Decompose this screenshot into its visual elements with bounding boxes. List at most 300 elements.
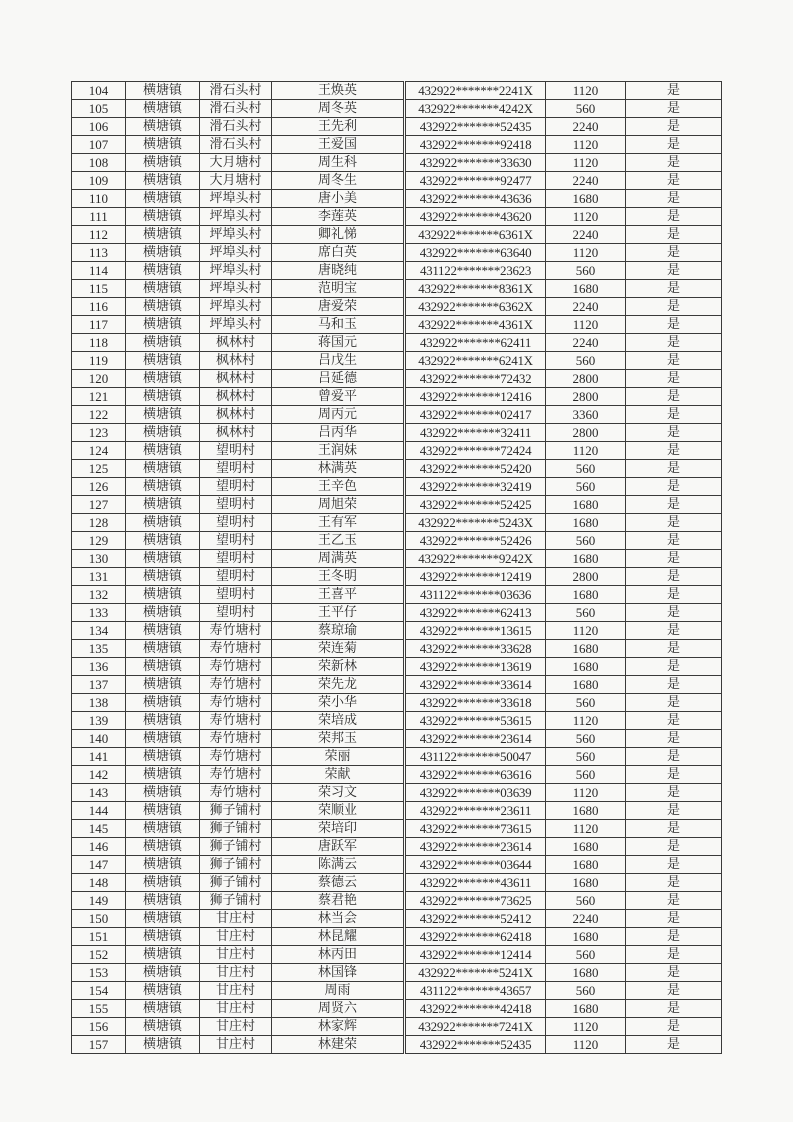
amount-cell: 1120	[546, 1036, 626, 1054]
table-row	[72, 100, 722, 118]
name-cell: 林家辉	[272, 1018, 405, 1036]
town-cell: 横塘镇	[126, 280, 200, 298]
name-cell: 蔡君艳	[272, 892, 405, 910]
village-cell: 寿竹塘村	[200, 784, 272, 802]
name-cell: 周生科	[272, 154, 405, 172]
id-number-cell: 432922*******23614	[405, 838, 546, 856]
row-number-cell: 149	[72, 892, 126, 910]
status-cell: 是	[626, 532, 722, 550]
id-number-cell: 432922*******6362X	[405, 298, 546, 316]
amount-cell: 560	[546, 100, 626, 118]
amount-cell: 560	[546, 946, 626, 964]
status-cell: 是	[626, 694, 722, 712]
town-cell: 横塘镇	[126, 802, 200, 820]
row-number-cell: 153	[72, 964, 126, 982]
amount-cell: 560	[546, 460, 626, 478]
town-cell: 横塘镇	[126, 892, 200, 910]
status-cell: 是	[626, 1018, 722, 1036]
row-number-cell: 110	[72, 190, 126, 208]
status-cell: 是	[626, 460, 722, 478]
status-cell: 是	[626, 424, 722, 442]
table-row	[72, 712, 722, 730]
village-cell: 望明村	[200, 532, 272, 550]
town-cell: 横塘镇	[126, 730, 200, 748]
table-row	[72, 1036, 722, 1054]
table-row	[72, 442, 722, 460]
row-number-cell: 148	[72, 874, 126, 892]
row-number-cell: 123	[72, 424, 126, 442]
id-number-cell: 432922*******62411	[405, 334, 546, 352]
table-row	[72, 568, 722, 586]
table-row	[72, 118, 722, 136]
id-number-cell: 432922*******33618	[405, 694, 546, 712]
amount-cell: 1680	[546, 496, 626, 514]
row-number-cell: 155	[72, 1000, 126, 1018]
town-cell: 横塘镇	[126, 118, 200, 136]
village-cell: 望明村	[200, 442, 272, 460]
table-row	[72, 226, 722, 244]
amount-cell: 1680	[546, 676, 626, 694]
name-cell: 林丙田	[272, 946, 405, 964]
amount-cell: 2800	[546, 424, 626, 442]
village-cell: 甘庄村	[200, 928, 272, 946]
town-cell: 横塘镇	[126, 406, 200, 424]
status-cell: 是	[626, 910, 722, 928]
town-cell: 横塘镇	[126, 100, 200, 118]
village-cell: 枫林村	[200, 352, 272, 370]
row-number-cell: 107	[72, 136, 126, 154]
row-number-cell: 142	[72, 766, 126, 784]
amount-cell: 1120	[546, 1018, 626, 1036]
id-number-cell: 432922*******5241X	[405, 964, 546, 982]
table-row	[72, 478, 722, 496]
id-number-cell: 432922*******52412	[405, 910, 546, 928]
row-number-cell: 137	[72, 676, 126, 694]
town-cell: 横塘镇	[126, 370, 200, 388]
status-cell: 是	[626, 622, 722, 640]
row-number-cell: 118	[72, 334, 126, 352]
row-number-cell: 130	[72, 550, 126, 568]
town-cell: 横塘镇	[126, 640, 200, 658]
table-row	[72, 622, 722, 640]
town-cell: 横塘镇	[126, 676, 200, 694]
name-cell: 荣献	[272, 766, 405, 784]
name-cell: 荣连菊	[272, 640, 405, 658]
table-row	[72, 190, 722, 208]
amount-cell: 2800	[546, 370, 626, 388]
name-cell: 荣小华	[272, 694, 405, 712]
amount-cell: 2240	[546, 118, 626, 136]
village-cell: 寿竹塘村	[200, 694, 272, 712]
table-row	[72, 748, 722, 766]
amount-cell: 1120	[546, 208, 626, 226]
name-cell: 林昆耀	[272, 928, 405, 946]
id-number-cell: 432922*******73615	[405, 820, 546, 838]
amount-cell: 560	[546, 892, 626, 910]
row-number-cell: 135	[72, 640, 126, 658]
village-cell: 甘庄村	[200, 982, 272, 1000]
row-number-cell: 152	[72, 946, 126, 964]
status-cell: 是	[626, 136, 722, 154]
amount-cell: 1120	[546, 136, 626, 154]
table-row	[72, 496, 722, 514]
amount-cell: 3360	[546, 406, 626, 424]
table-row	[72, 82, 722, 100]
name-cell: 荣邦玉	[272, 730, 405, 748]
status-cell: 是	[626, 1036, 722, 1054]
status-cell: 是	[626, 982, 722, 1000]
row-number-cell: 141	[72, 748, 126, 766]
table-row	[72, 424, 722, 442]
town-cell: 横塘镇	[126, 226, 200, 244]
table-row	[72, 604, 722, 622]
row-number-cell: 139	[72, 712, 126, 730]
town-cell: 横塘镇	[126, 622, 200, 640]
amount-cell: 560	[546, 604, 626, 622]
name-cell: 唐小美	[272, 190, 405, 208]
village-cell: 滑石头村	[200, 118, 272, 136]
name-cell: 吕戊生	[272, 352, 405, 370]
name-cell: 王爱国	[272, 136, 405, 154]
name-cell: 王润妹	[272, 442, 405, 460]
amount-cell: 1120	[546, 442, 626, 460]
id-number-cell: 432922*******6241X	[405, 352, 546, 370]
village-cell: 狮子铺村	[200, 874, 272, 892]
town-cell: 横塘镇	[126, 874, 200, 892]
amount-cell: 1680	[546, 928, 626, 946]
amount-cell: 560	[546, 748, 626, 766]
village-cell: 望明村	[200, 514, 272, 532]
amount-cell: 1120	[546, 82, 626, 100]
row-number-cell: 156	[72, 1018, 126, 1036]
row-number-cell: 113	[72, 244, 126, 262]
village-cell: 狮子铺村	[200, 802, 272, 820]
row-number-cell: 122	[72, 406, 126, 424]
table-row	[72, 892, 722, 910]
row-number-cell: 115	[72, 280, 126, 298]
town-cell: 横塘镇	[126, 262, 200, 280]
town-cell: 横塘镇	[126, 424, 200, 442]
table-row	[72, 406, 722, 424]
village-cell: 望明村	[200, 550, 272, 568]
status-cell: 是	[626, 892, 722, 910]
status-cell: 是	[626, 208, 722, 226]
id-number-cell: 432922*******02417	[405, 406, 546, 424]
table-row	[72, 388, 722, 406]
table-row	[72, 244, 722, 262]
status-cell: 是	[626, 658, 722, 676]
row-number-cell: 128	[72, 514, 126, 532]
village-cell: 坪埠头村	[200, 316, 272, 334]
town-cell: 横塘镇	[126, 568, 200, 586]
town-cell: 横塘镇	[126, 154, 200, 172]
village-cell: 大月塘村	[200, 154, 272, 172]
status-cell: 是	[626, 388, 722, 406]
name-cell: 席白英	[272, 244, 405, 262]
table-row	[72, 694, 722, 712]
name-cell: 蔡琼瑜	[272, 622, 405, 640]
row-number-cell: 111	[72, 208, 126, 226]
village-cell: 甘庄村	[200, 1000, 272, 1018]
status-cell: 是	[626, 712, 722, 730]
town-cell: 横塘镇	[126, 982, 200, 1000]
row-number-cell: 116	[72, 298, 126, 316]
id-number-cell: 432922*******5243X	[405, 514, 546, 532]
id-number-cell: 432922*******53615	[405, 712, 546, 730]
status-cell: 是	[626, 514, 722, 532]
status-cell: 是	[626, 190, 722, 208]
amount-cell: 560	[546, 262, 626, 280]
village-cell: 寿竹塘村	[200, 640, 272, 658]
id-number-cell: 432922*******13615	[405, 622, 546, 640]
name-cell: 林满英	[272, 460, 405, 478]
status-cell: 是	[626, 784, 722, 802]
row-number-cell: 106	[72, 118, 126, 136]
status-cell: 是	[626, 748, 722, 766]
id-number-cell: 432922*******43620	[405, 208, 546, 226]
id-number-cell: 432922*******23611	[405, 802, 546, 820]
id-number-cell: 432922*******52435	[405, 118, 546, 136]
status-cell: 是	[626, 370, 722, 388]
row-number-cell: 108	[72, 154, 126, 172]
amount-cell: 560	[546, 730, 626, 748]
table-row	[72, 982, 722, 1000]
name-cell: 蒋国元	[272, 334, 405, 352]
name-cell: 曾爱平	[272, 388, 405, 406]
row-number-cell: 127	[72, 496, 126, 514]
town-cell: 横塘镇	[126, 910, 200, 928]
table-row	[72, 298, 722, 316]
table-row	[72, 262, 722, 280]
amount-cell: 1120	[546, 820, 626, 838]
table-row	[72, 460, 722, 478]
row-number-cell: 132	[72, 586, 126, 604]
id-number-cell: 432922*******63640	[405, 244, 546, 262]
town-cell: 横塘镇	[126, 712, 200, 730]
amount-cell: 1680	[546, 514, 626, 532]
name-cell: 唐晓纯	[272, 262, 405, 280]
village-cell: 狮子铺村	[200, 820, 272, 838]
status-cell: 是	[626, 280, 722, 298]
status-cell: 是	[626, 928, 722, 946]
status-cell: 是	[626, 478, 722, 496]
id-number-cell: 432922*******6361X	[405, 226, 546, 244]
table-row	[72, 730, 722, 748]
name-cell: 吕丙华	[272, 424, 405, 442]
table-row	[72, 586, 722, 604]
amount-cell: 1120	[546, 154, 626, 172]
id-number-cell: 432922*******03639	[405, 784, 546, 802]
status-cell: 是	[626, 766, 722, 784]
amount-cell: 1120	[546, 712, 626, 730]
table-row	[72, 334, 722, 352]
id-number-cell: 432922*******2241X	[405, 82, 546, 100]
table-row	[72, 964, 722, 982]
name-cell: 林当会	[272, 910, 405, 928]
town-cell: 横塘镇	[126, 532, 200, 550]
name-cell: 周冬生	[272, 172, 405, 190]
name-cell: 李莲英	[272, 208, 405, 226]
status-cell: 是	[626, 604, 722, 622]
row-number-cell: 134	[72, 622, 126, 640]
row-number-cell: 117	[72, 316, 126, 334]
id-number-cell: 432922*******72424	[405, 442, 546, 460]
row-number-cell: 125	[72, 460, 126, 478]
status-cell: 是	[626, 1000, 722, 1018]
name-cell: 荣顺业	[272, 802, 405, 820]
id-number-cell: 432922*******52426	[405, 532, 546, 550]
name-cell: 陈满云	[272, 856, 405, 874]
town-cell: 横塘镇	[126, 190, 200, 208]
town-cell: 横塘镇	[126, 82, 200, 100]
village-cell: 枫林村	[200, 334, 272, 352]
status-cell: 是	[626, 172, 722, 190]
village-cell: 望明村	[200, 460, 272, 478]
town-cell: 横塘镇	[126, 1000, 200, 1018]
village-cell: 坪埠头村	[200, 262, 272, 280]
status-cell: 是	[626, 640, 722, 658]
town-cell: 横塘镇	[126, 334, 200, 352]
status-cell: 是	[626, 730, 722, 748]
table-row	[72, 910, 722, 928]
status-cell: 是	[626, 244, 722, 262]
row-number-cell: 147	[72, 856, 126, 874]
row-number-cell: 154	[72, 982, 126, 1000]
name-cell: 王喜平	[272, 586, 405, 604]
row-number-cell: 146	[72, 838, 126, 856]
table-row	[72, 514, 722, 532]
name-cell: 林建荣	[272, 1036, 405, 1054]
town-cell: 横塘镇	[126, 748, 200, 766]
amount-cell: 560	[546, 766, 626, 784]
status-cell: 是	[626, 964, 722, 982]
name-cell: 周冬英	[272, 100, 405, 118]
id-number-cell: 432922*******4242X	[405, 100, 546, 118]
table-row	[72, 874, 722, 892]
town-cell: 横塘镇	[126, 586, 200, 604]
status-cell: 是	[626, 442, 722, 460]
id-number-cell: 432922*******03644	[405, 856, 546, 874]
town-cell: 横塘镇	[126, 604, 200, 622]
row-number-cell: 150	[72, 910, 126, 928]
name-cell: 周丙元	[272, 406, 405, 424]
village-cell: 坪埠头村	[200, 208, 272, 226]
id-number-cell: 432922*******33614	[405, 676, 546, 694]
village-cell: 寿竹塘村	[200, 676, 272, 694]
amount-cell: 1680	[546, 586, 626, 604]
status-cell: 是	[626, 298, 722, 316]
table-row	[72, 784, 722, 802]
town-cell: 横塘镇	[126, 298, 200, 316]
town-cell: 横塘镇	[126, 208, 200, 226]
table-row	[72, 370, 722, 388]
village-cell: 滑石头村	[200, 82, 272, 100]
status-cell: 是	[626, 406, 722, 424]
id-number-cell: 432922*******33630	[405, 154, 546, 172]
table-row	[72, 838, 722, 856]
village-cell: 甘庄村	[200, 910, 272, 928]
town-cell: 横塘镇	[126, 820, 200, 838]
id-number-cell: 431122*******23623	[405, 262, 546, 280]
status-cell: 是	[626, 118, 722, 136]
status-cell: 是	[626, 838, 722, 856]
status-cell: 是	[626, 676, 722, 694]
row-number-cell: 140	[72, 730, 126, 748]
row-number-cell: 136	[72, 658, 126, 676]
village-cell: 枫林村	[200, 406, 272, 424]
amount-cell: 1680	[546, 1000, 626, 1018]
name-cell: 荣习文	[272, 784, 405, 802]
amount-cell: 1680	[546, 856, 626, 874]
table-row	[72, 352, 722, 370]
id-number-cell: 432922*******42418	[405, 1000, 546, 1018]
id-number-cell: 432922*******32419	[405, 478, 546, 496]
village-cell: 寿竹塘村	[200, 712, 272, 730]
status-cell: 是	[626, 874, 722, 892]
village-cell: 枫林村	[200, 370, 272, 388]
status-cell: 是	[626, 946, 722, 964]
table-row	[72, 928, 722, 946]
amount-cell: 560	[546, 532, 626, 550]
town-cell: 横塘镇	[126, 388, 200, 406]
table-row	[72, 640, 722, 658]
table-row	[72, 802, 722, 820]
amount-cell: 1680	[546, 658, 626, 676]
table-row	[72, 1018, 722, 1036]
amount-cell: 2240	[546, 334, 626, 352]
id-number-cell: 432922*******63616	[405, 766, 546, 784]
row-number-cell: 121	[72, 388, 126, 406]
table-row	[72, 316, 722, 334]
row-number-cell: 131	[72, 568, 126, 586]
name-cell: 王乙玉	[272, 532, 405, 550]
id-number-cell: 432922*******43611	[405, 874, 546, 892]
id-number-cell: 432922*******62413	[405, 604, 546, 622]
name-cell: 周雨	[272, 982, 405, 1000]
name-cell: 王先利	[272, 118, 405, 136]
table-row	[72, 208, 722, 226]
amount-cell: 2240	[546, 226, 626, 244]
town-cell: 横塘镇	[126, 136, 200, 154]
status-cell: 是	[626, 352, 722, 370]
village-cell: 寿竹塘村	[200, 658, 272, 676]
town-cell: 横塘镇	[126, 928, 200, 946]
table-row	[72, 676, 722, 694]
village-cell: 坪埠头村	[200, 280, 272, 298]
id-number-cell: 432922*******12419	[405, 568, 546, 586]
id-number-cell: 432922*******43636	[405, 190, 546, 208]
id-number-cell: 432922*******33628	[405, 640, 546, 658]
table-row	[72, 946, 722, 964]
village-cell: 甘庄村	[200, 1018, 272, 1036]
village-cell: 枫林村	[200, 424, 272, 442]
row-number-cell: 145	[72, 820, 126, 838]
status-cell: 是	[626, 586, 722, 604]
town-cell: 横塘镇	[126, 550, 200, 568]
village-cell: 坪埠头村	[200, 226, 272, 244]
row-number-cell: 151	[72, 928, 126, 946]
name-cell: 周贤六	[272, 1000, 405, 1018]
amount-cell: 1120	[546, 316, 626, 334]
name-cell: 唐爱荣	[272, 298, 405, 316]
table-row	[72, 154, 722, 172]
village-cell: 狮子铺村	[200, 892, 272, 910]
id-number-cell: 431122*******03636	[405, 586, 546, 604]
village-cell: 望明村	[200, 478, 272, 496]
row-number-cell: 129	[72, 532, 126, 550]
row-number-cell: 157	[72, 1036, 126, 1054]
amount-cell: 1120	[546, 784, 626, 802]
